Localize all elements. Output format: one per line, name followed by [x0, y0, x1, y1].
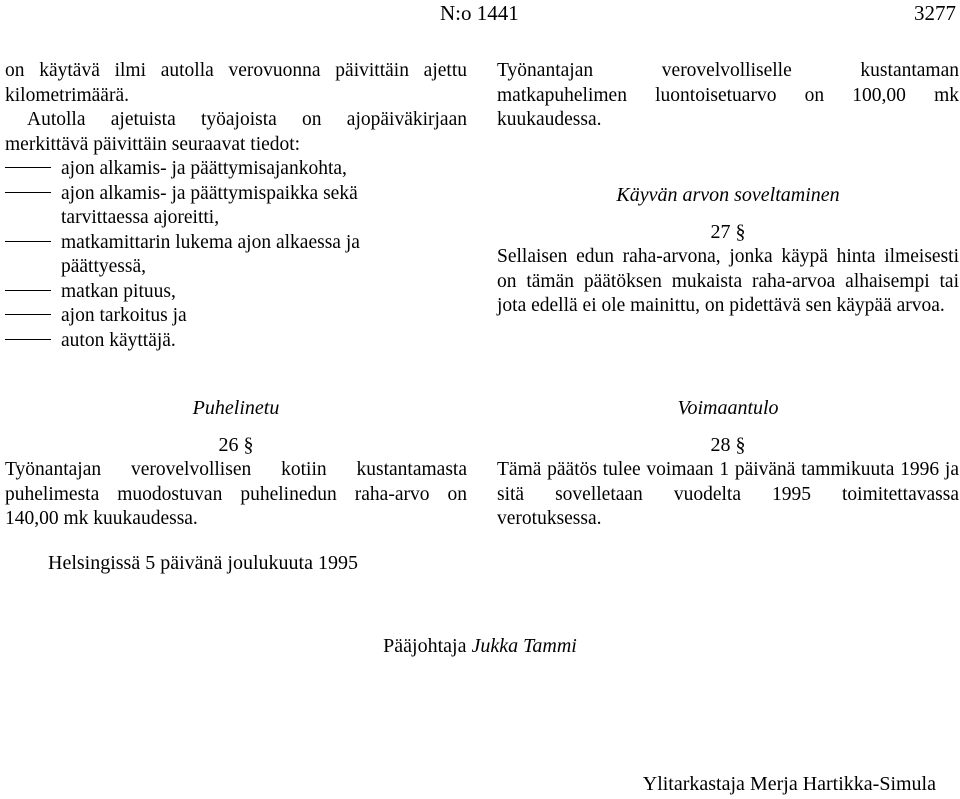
left-top-section	[5, 59, 467, 353]
dash-marker	[5, 290, 51, 291]
left-bottom-section-body	[5, 458, 467, 532]
list-item: matkan pituus,	[5, 280, 467, 305]
signer-name: Jukka Tammi	[471, 635, 577, 657]
signature-director-general	[0, 634, 960, 658]
right-top-section-body	[497, 245, 959, 319]
page-number: 3277	[914, 1, 956, 25]
document-number: N:o 1441	[440, 1, 519, 25]
signer-name: Merja Hartikka-Simula	[749, 773, 936, 795]
dash-marker	[5, 167, 51, 168]
right-top-section	[497, 59, 959, 133]
heading-fair-value: Käyvän arvon soveltaminen	[616, 184, 840, 206]
place-and-date: Helsingissä 5 päivänä joulukuuta 1995	[48, 552, 358, 574]
dash-marker	[5, 241, 51, 242]
paragraph-logbook-entries: Autolla ajetuista työajoista on ajopäiväkirjaan merkittävä päivittäin seuraavat tiedot:	[5, 109, 467, 155]
list-item-continuation: päättyessä,	[61, 256, 147, 277]
heading-phone-benefit: Puhelinetu	[192, 397, 280, 419]
dash-marker	[5, 339, 51, 340]
signer-title: Ylitarkastaja	[642, 773, 745, 795]
dash-marker	[5, 192, 51, 193]
signature-senior-inspector	[643, 772, 936, 796]
paragraph-mobile-phone-benefit: Työnantajan verovelvolliselle kustantaman matkapuhelimen luontoisetuarvo on 100,00 mk kuukaudessa.	[497, 60, 959, 130]
paragraph-entry-into-force: Tämä päätös tulee voimaan 1 päivänä tammikuuta 1996 ja sitä sovelletaan vuodelta 1995 toimitettavassa verotuksessa.	[497, 459, 959, 529]
logbook-item-list	[5, 157, 467, 353]
right-bottom-section-body	[497, 458, 959, 532]
paragraph-phone-benefit: Työnantajan verovelvollisen kotiin kustantamasta puhelimesta muodostuvan puhelinedun raha-arvo on 140,00 mk kuukaudessa.	[5, 459, 467, 529]
signer-title: Pääjohtaja	[383, 635, 467, 657]
paragraph-kilometer-record: on käytävä ilmi autolla verovuonna päivittäin ajettu kilometrimäärä.	[5, 60, 467, 106]
dash-marker	[5, 314, 51, 315]
list-item: ajon alkamis- ja päättymispaikka sekä	[5, 182, 467, 207]
paragraph-fair-value: Sellaisen edun raha-arvona, jonka käypä hinta ilmeisesti on tämän päätöksen mukaista raha-arvoa alhaisempi tai jota edellä ei ole mainittu, on pidettävä sen käypää arvoa.	[497, 246, 959, 316]
list-item: ajon alkamis- ja päättymisajankohta,	[5, 157, 467, 182]
section-number-28: 28 §	[710, 434, 746, 456]
list-item-continuation: tarvittaessa ajoreitti,	[61, 207, 220, 228]
section-number-26: 26 §	[218, 434, 254, 456]
list-item: ajon tarkoitus ja	[5, 304, 467, 329]
section-number-27: 27 §	[710, 221, 746, 243]
list-item: auton käyttäjä.	[5, 329, 467, 354]
list-item: matkamittarin lukema ajon alkaessa ja	[5, 231, 467, 256]
heading-entry-into-force: Voimaantulo	[677, 397, 779, 419]
